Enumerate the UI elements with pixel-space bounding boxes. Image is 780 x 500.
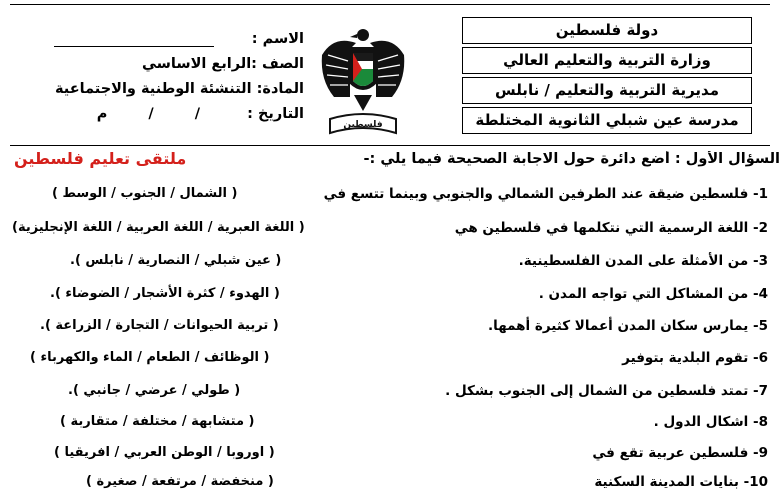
- question-text: 5- يمارس سكان المدن أعمالا كثيرة أهمها.: [488, 318, 768, 334]
- question-options[interactable]: ( اللغة العبرية / اللغة العربية / اللغة الإنجليزية): [12, 220, 305, 235]
- name-row: [24, 27, 304, 52]
- date-separator: /: [148, 106, 154, 122]
- question-options[interactable]: ( طولي / عرضي / جانبي ).: [68, 383, 241, 398]
- school-name: مدرسة عين شبلي الثانوية المختلطة: [462, 107, 752, 134]
- question-title: السؤال الأول : أضع دائرة حول الاجابة الصحيحة فيما يلي :-: [363, 151, 780, 167]
- subject-text: المادة: التنشئة الوطنية والاجتماعية: [55, 81, 304, 97]
- question-text: 3- من الأمثلة على المدن الفلسطينية.: [518, 253, 768, 269]
- directorate-name: مديرية التربية والتعليم / نابلس: [462, 77, 752, 104]
- question-text: 4- من المشاكل التي تواجه المدن .: [538, 286, 768, 302]
- date-label: التاريخ :: [247, 106, 304, 122]
- question-text: 9- فلسطين عربية تقع في: [592, 445, 768, 461]
- question-text: 2- اللغة الرسمية التي نتكلمها في فلسطين هي: [454, 220, 768, 236]
- question-text: 1- فلسطين ضيقة عند الطرفين الشمالي والجنوبي وبينما تتسع في: [323, 186, 768, 202]
- name-fill-line[interactable]: [54, 46, 214, 47]
- student-info-box: [24, 27, 304, 127]
- grade-text: الصف :الرابع الاساسي: [141, 56, 304, 72]
- question-options[interactable]: ( الشمال / الجنوب / الوسط ): [52, 186, 238, 201]
- date-separator: /: [194, 106, 201, 122]
- ministry-name: وزارة التربية والتعليم العالي: [462, 47, 752, 74]
- palestine-emblem: [316, 25, 411, 140]
- question-text: 6- تقوم البلدية بتوفير: [622, 350, 768, 366]
- name-label: الاسم :: [251, 31, 304, 47]
- question-options[interactable]: ( عين شبلي / النصارية / نابلس ).: [70, 253, 282, 268]
- question-text: 10- بنايات المدينة السكنية: [594, 474, 768, 490]
- question-text: 7- تمتد فلسطين من الشمال إلى الجنوب بشكل .: [445, 383, 768, 399]
- question-options[interactable]: ( الهدوء / كثرة الأشجار / الضوضاء ).: [50, 286, 280, 301]
- exam-header: [10, 4, 770, 146]
- date-fields[interactable]: [79, 102, 218, 127]
- date-row: [24, 102, 304, 127]
- forum-watermark-title: ملتقى تعليم فلسطين: [14, 149, 187, 168]
- date-suffix: م: [96, 106, 108, 122]
- country-name: دولة فلسطين: [462, 17, 752, 44]
- question-text: 8- اشكال الدول .: [653, 414, 768, 430]
- question-options[interactable]: ( اوروبا / الوطن العربي / افريقيا ): [54, 445, 275, 460]
- ministry-info-box: [462, 17, 752, 137]
- question-options[interactable]: ( منخفضة / مرتفعة / صغيرة ): [86, 474, 274, 489]
- question-options[interactable]: ( تربية الحيوانات / التجارة / الزراعة ).: [40, 318, 279, 333]
- question-options[interactable]: ( الوظائف / الطعام / الماء والكهرباء ): [30, 350, 270, 365]
- emblem-banner-text: فلسطين: [343, 120, 383, 130]
- question-options[interactable]: ( متشابهة / مختلفة / متقاربة ): [60, 414, 255, 429]
- eagle-emblem-icon: [316, 25, 411, 140]
